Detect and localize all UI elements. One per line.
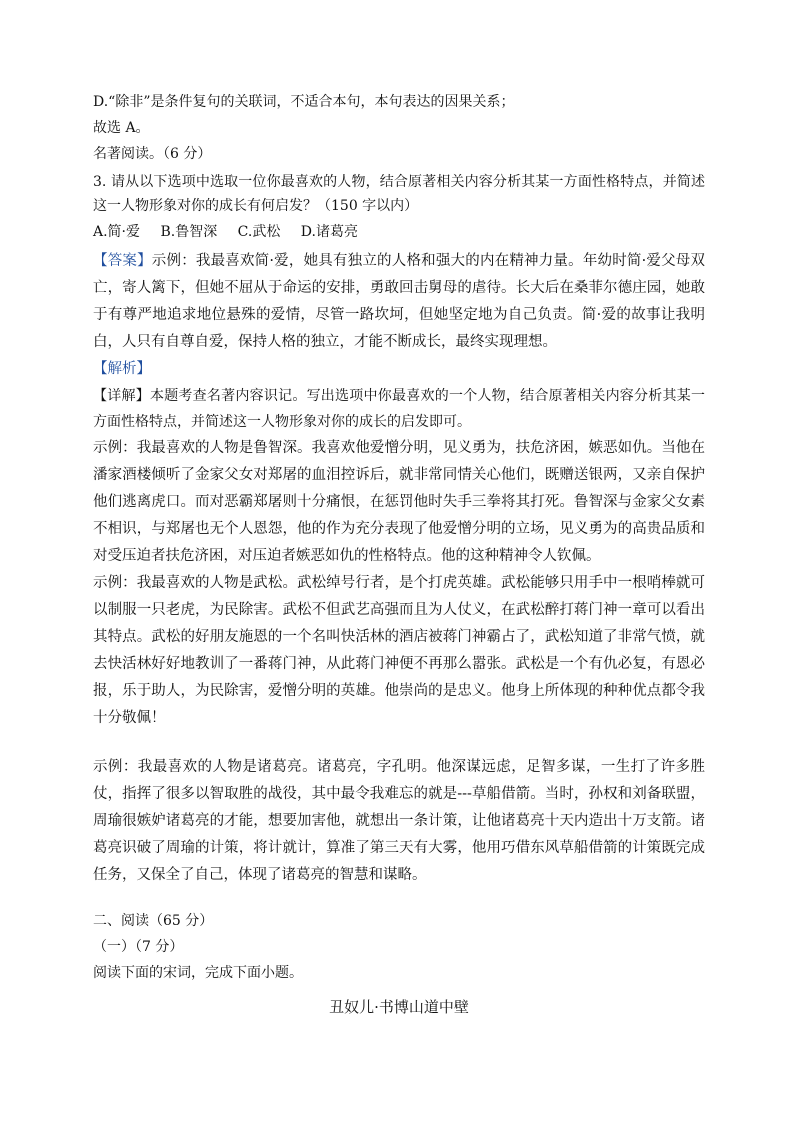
answer-text: 示例：我最喜欢简·爱，她具有独立的人格和强大的内在精神力量。年幼时简·爱父母双亡，寄人篱下，但她不屈从于命运的安排，勇敢回击舅母的虐待。长大后在桑菲尔德庄园，她敢于有尊严地追求地位悬殊的爱情，尽管一路坎坷，但她坚定地为自己负责。简·爱的故事让我明白，人只有自尊自爱，保持人格的独立，才能不断成长，最终实现理想。: [93, 253, 706, 350]
analysis-heading: [93, 356, 705, 383]
answer-tag: 【答案】: [93, 253, 152, 269]
option-b: B.鲁智深: [160, 224, 218, 240]
analysis-tag: 【解析】: [93, 361, 151, 377]
example-wu-song: 示例：我最喜欢的人物是武松。武松绰号行者，是个打虎英雄。武松能够只用手中一根哨棒就可以制服一只老虎，为民除害。武松不但武艺高强而且为人仗义，在武松醉打蒋门神一章可以看出其特点。武松的好朋友施恩的一个名叫快活林的酒店被蒋门神霸占了，武松知道了非常气愤，就去快活林好好地教训了一番蒋门神，从此蒋门神便不再那么嚣张。武松是一个有仇必复，有恩必报，乐于助人，为民除害，爱憎分明的英雄。他崇尚的是忠义。他身上所体现的种种优点都令我十分敬佩！: [93, 575, 705, 726]
example-zhuge-liang: 示例：我最喜欢的人物是诸葛亮。诸葛亮，字孔明。他深谋远虑，足智多谋，一生打了许多胜仗，指挥了很多以智取胜的战役，其中最令我难忘的就是---草船借箭。当时，孙权和刘备联盟，周瑜很嫉妒诸葛亮的才能，想要加害他，就想出一条计策，让他诸葛亮十天内造出十万支箭。诸葛亮识破了周瑜的计策，将计就计，算准了第三天有大雾，他用巧借东风草船借箭的计策既完成任务，又保全了自己，体现了诸葛亮的智慧和谋略。: [93, 759, 705, 883]
document-body: [93, 92, 705, 1034]
section-heading-reading: 二、阅读（65 分）: [93, 913, 214, 929]
question-options: [93, 222, 705, 242]
option-c: C.武松: [237, 224, 281, 240]
answer-explanation-d: D.“除非”是条件复句的关联词，不适合本句，本句表达的因果关系；: [93, 94, 515, 110]
answer-paragraph: [93, 248, 705, 356]
detail-tag: 【详解】: [93, 388, 150, 404]
option-a: A.简·爱: [93, 224, 141, 240]
example-lu-zhishen: 示例：我最喜欢的人物是鲁智深。我喜欢他爱憎分明，见义勇为，扶危济困，嫉恶如仇。当他在潘家酒楼倾听了金家父女对郑屠的血泪控诉后，就非常同情关心他们，既赠送银两，又亲自保护他们逃离虎口。而对恶霸郑屠则十分痛恨，在惩罚他时失手三拳将其打死。鲁智深与金家父女素不相识，与郑屠也无个人恩怨，他的作为充分表现了他爱憎分明的立场，见义勇为的高贵品质和对受压迫者扶危济困，对压迫者嫉恶如仇的性格特点。他的这种精神令人钦佩。: [93, 440, 705, 564]
option-d: D.诸葛亮: [300, 224, 358, 240]
subsection-heading: （一）（7 分）: [93, 939, 184, 955]
poem-title: 丑奴儿·书博山道中壁: [329, 998, 469, 1016]
spacer: [93, 889, 705, 911]
reading-instruction: 阅读下面的宋词，完成下面小题。: [93, 965, 303, 981]
detail-paragraph: [93, 383, 705, 435]
detail-text: 本题考查名著内容识记。写出选项中你最喜欢的一个人物，结合原著相关内容分析其某一方面性格特点，并简述这一人物形象对你的成长的启发即可。: [93, 388, 705, 430]
answer-choice: 故选 A。: [93, 120, 150, 136]
section-heading-classics: 名著阅读。（6 分）: [93, 146, 212, 162]
spacer: [93, 732, 705, 754]
question-3: 3. 请从以下选项中选取一位你最喜欢的人物，结合原著相关内容分析其某一方面性格特点，并简述这一人物形象对你的成长有何启发？（150 字以内）: [93, 174, 705, 214]
